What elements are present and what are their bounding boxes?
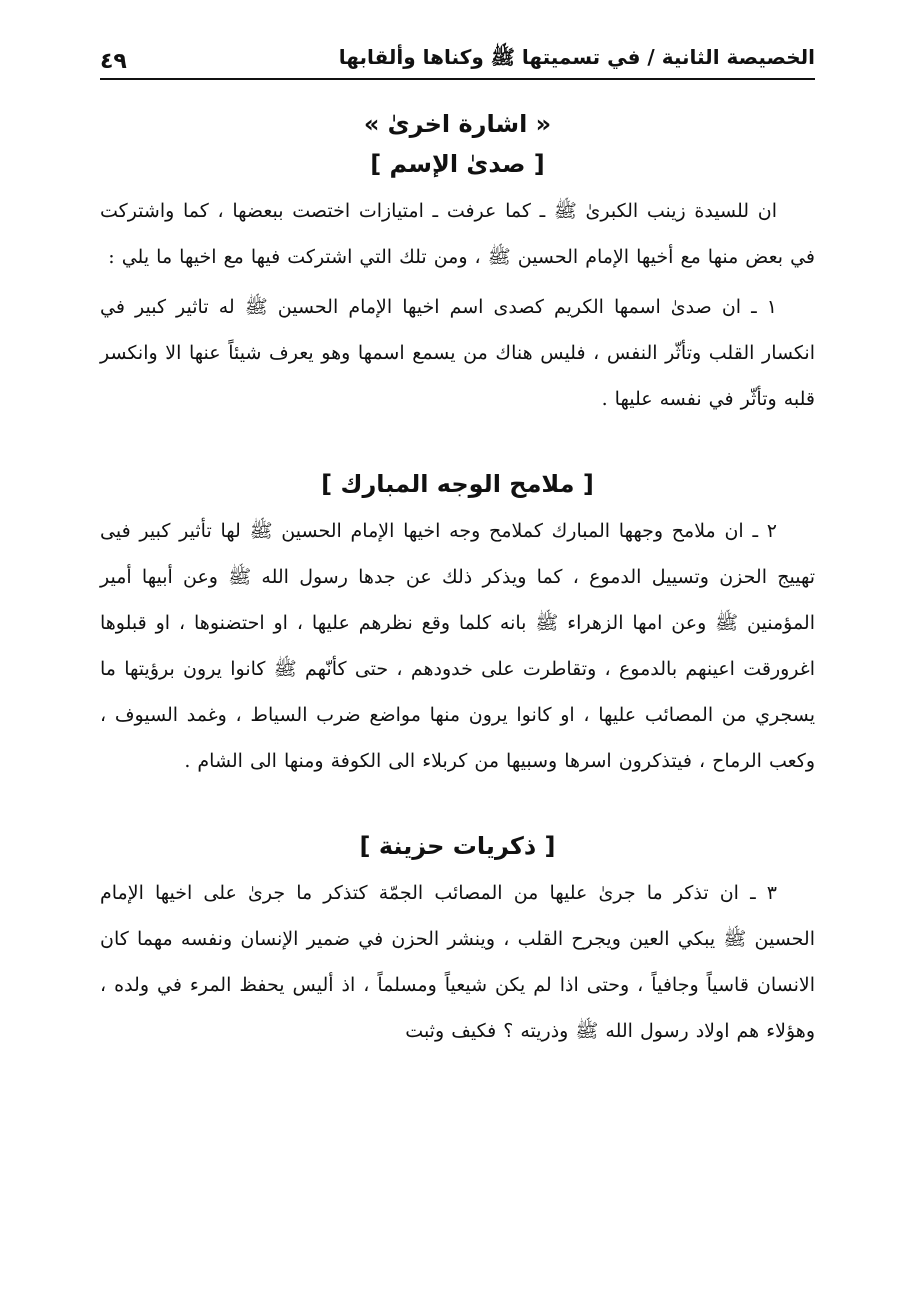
- running-header: [100, 34, 815, 80]
- section-sad-memories: [100, 826, 815, 1054]
- section-blessed-face: [100, 464, 815, 784]
- paragraph: ٣ ـ ان تذكر ما جرىٰ عليها من المصائب الجمّة كتذكر ما جرىٰ على اخيها الإمام الحسين ﷺ يبكي العين ويجرح القلب ، وينشر الحزن في ضمير الإنسان ونفسه مهما كان الانسان قاسياً وجافياً ، وحتى اذا لم يكن شيعياً ومسلماً ، اذ أليس يحفظ المرء في ولده ، وهؤلاء هم اولاد رسول الله ﷺ وذريته ؟ فكيف وثبت: [100, 882, 815, 1042]
- header-title: الخصيصة الثانية / في تسميتها ﷺ وكناها وألقابها: [338, 45, 815, 69]
- paragraph: ان للسيدة زينب الكبرىٰ ﷺ ـ كما عرفت ـ امتيازات اختصت ببعضها ، كما واشتركت في بعض منها مع أخيها الإمام الحسين ﷺ ، ومن تلك التي اشتركت فيها مع اخيها ما يلي :: [100, 200, 815, 268]
- section-heading: [ صدىٰ الإسم ]: [370, 150, 545, 178]
- page-content: [100, 104, 815, 1054]
- paragraph: ٢ ـ ان ملامح وجهها المبارك كملامح وجه اخيها الإمام الحسين ﷺ لها تأثير كبير فيى تهييج الحزن وتسييل الدموع ، كما ويذكر ذلك عن جدها رسول الله ﷺ وعن أبيها أمير المؤمنين ﷺ وعن امها الزهراء ﷺ بانه كلما وقع نظرهم عليها ، او احتضنوها ، او قبلوها اغرورقت اعينهم بالدموع ، وتقاطرت على خدودهم ، حتى كأنّهم ﷺ كانوا يرون برؤيتها ما يسجري من المصائب عليها ، او كانوا يرون منها مواضع ضرب السياط ، وغمد السيوف ، وكعب الرماح ، فيتذكرون اسرها وسبيها من كربلاء الى الكوفة ومنها الى الشام .: [100, 520, 815, 772]
- paragraph: ١ ـ ان صدىٰ اسمها الكريم كصدى اسم اخيها الإمام الحسين ﷺ له تاثير كبير في انكسار القلب وتأثّر النفس ، فليس هناك من يسمع اسمها وهو يعرف شيئاً عنها الا وانكسر قلبه وتأثّر في نفسه عليها .: [100, 296, 815, 410]
- page-number: ٤٩: [100, 49, 127, 74]
- section-subtitle: « اشارة اخرىٰ »: [363, 110, 552, 138]
- section-heading: [ ملامح الوجه المبارك ]: [321, 470, 594, 498]
- section-heading: [ ذكريات حزينة ]: [359, 832, 556, 860]
- section-name-echo: [100, 104, 815, 422]
